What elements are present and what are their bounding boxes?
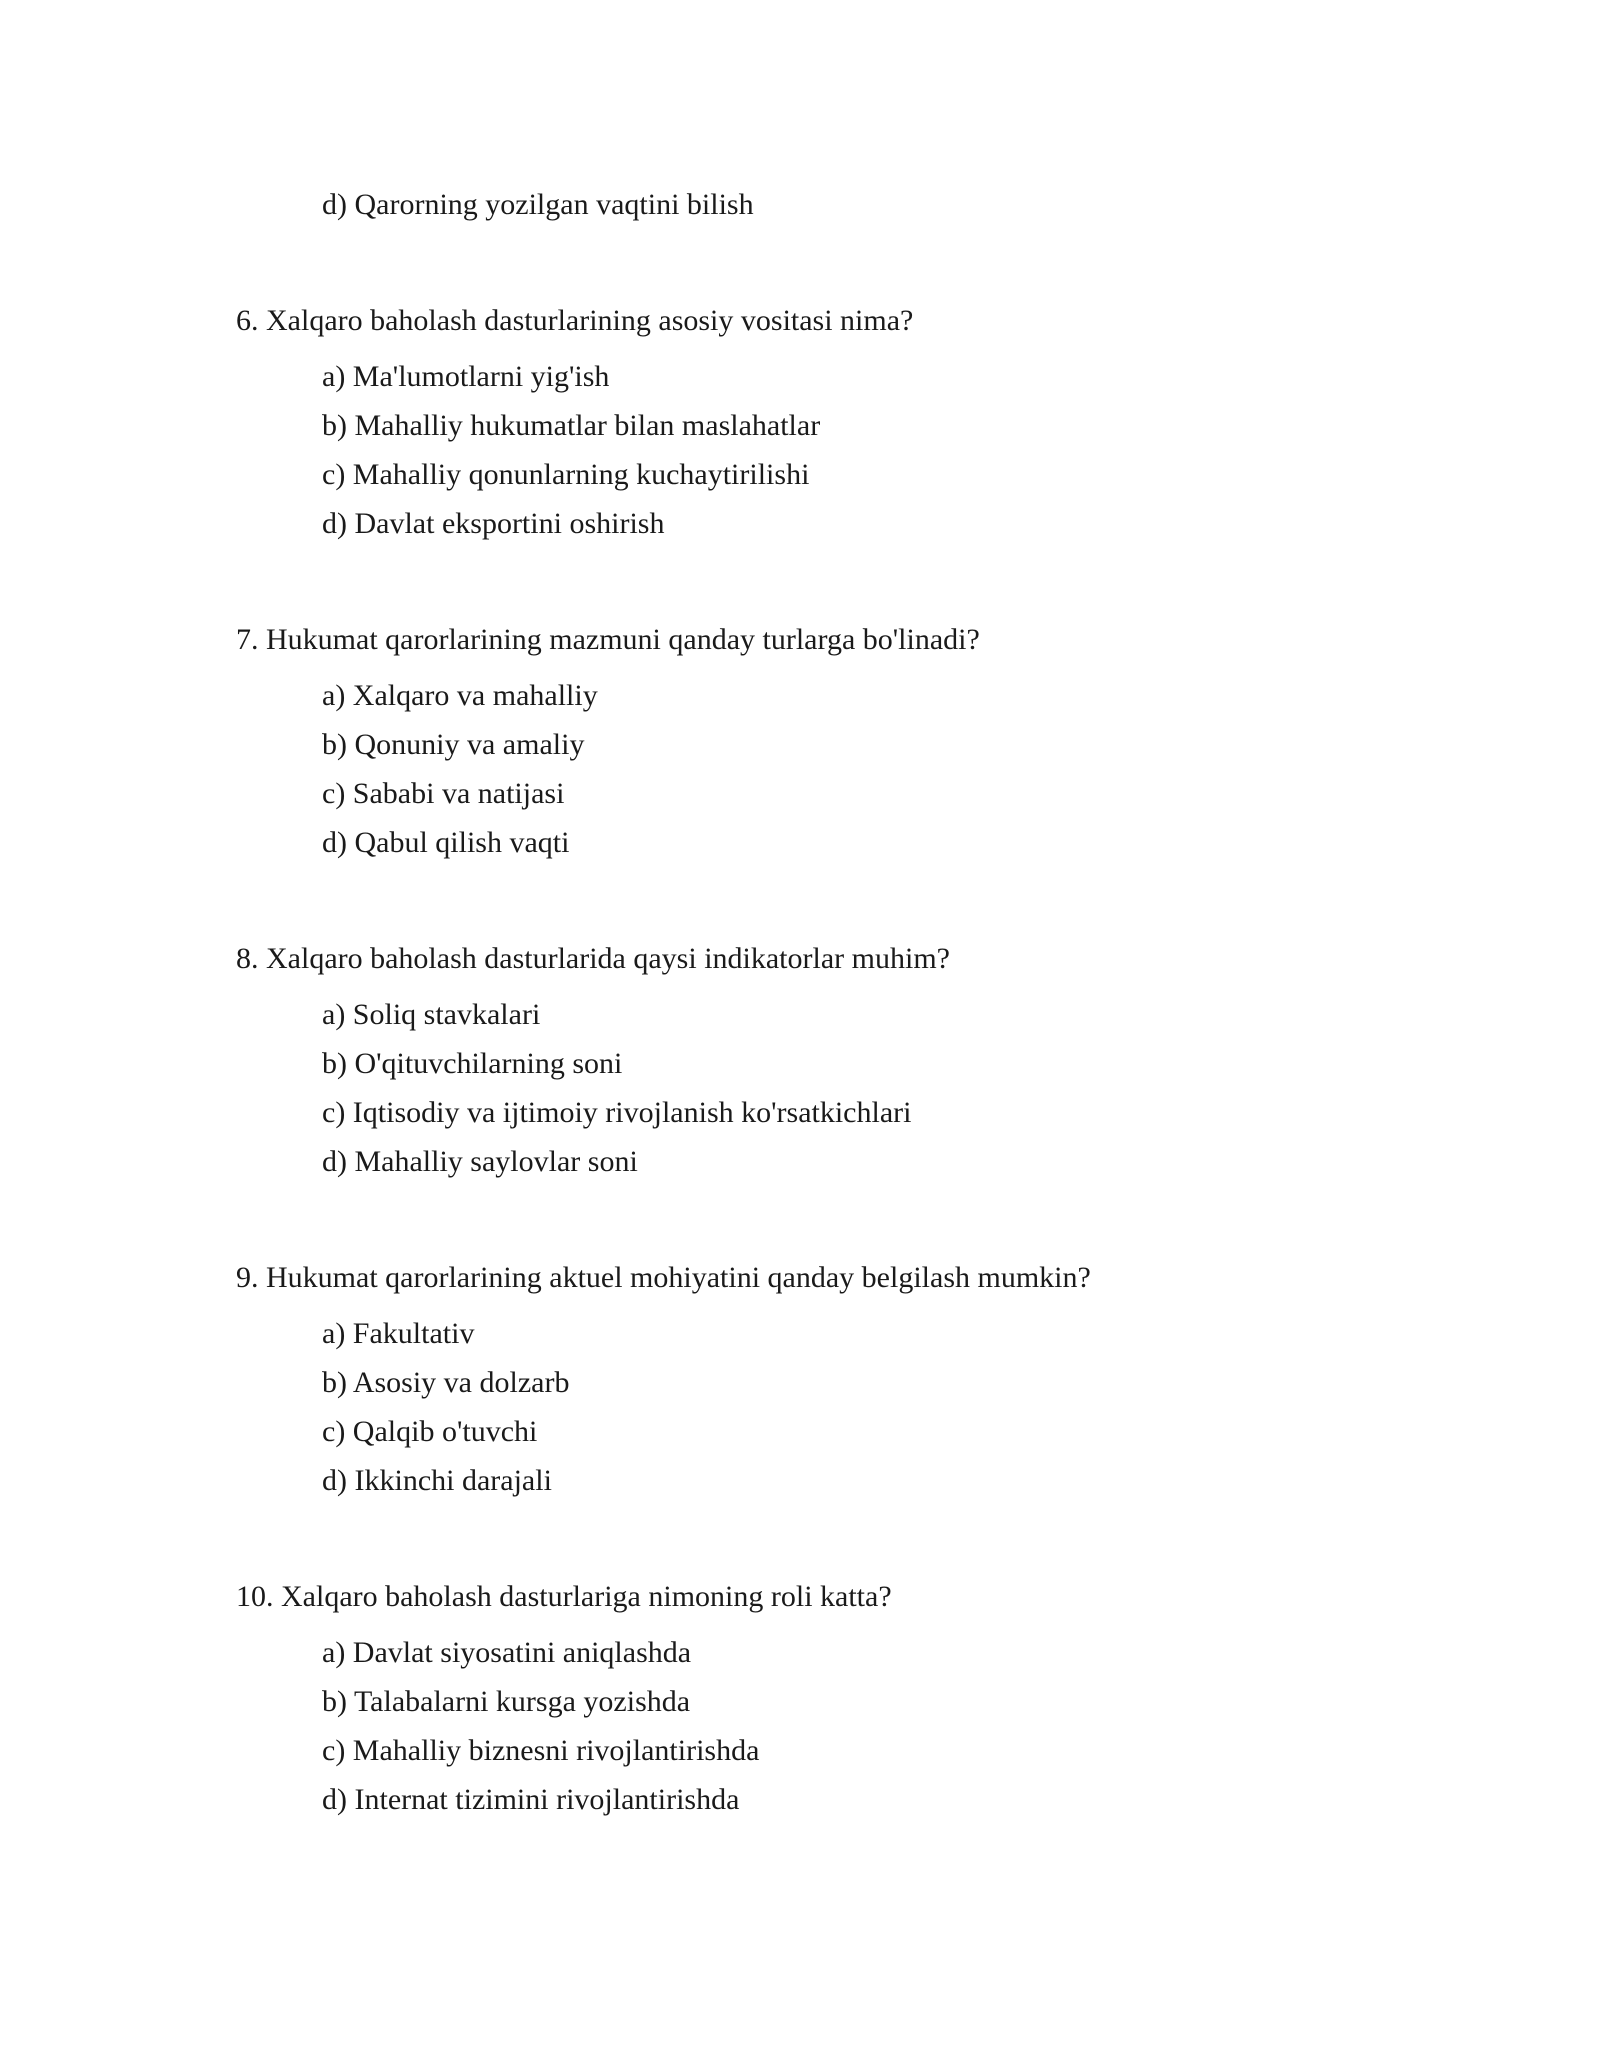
question-10-option-b: b) Talabalarni kursga yozishda: [322, 1685, 691, 1718]
question-9: 9. Hukumat qarorlarining aktuel mohiyatini qanday belgilash mumkin?: [236, 1261, 1091, 1294]
question-6-option-b: b) Mahalliy hukumatlar bilan maslahatlar: [322, 409, 821, 442]
question-7: 7. Hukumat qarorlarining mazmuni qanday turlarga bo'linadi?: [236, 623, 980, 656]
question-8-option-d: d) Mahalliy saylovlar soni: [322, 1145, 638, 1178]
question-8-option-b: b) O'qituvchilarning soni: [322, 1047, 623, 1080]
question-7-option-d: d) Qabul qilish vaqti: [322, 826, 570, 859]
question-10-option-a: a) Davlat siyosatini aniqlashda: [322, 1636, 692, 1669]
question-6-option-c: c) Mahalliy qonunlarning kuchaytirilishi: [322, 458, 810, 491]
question-10: 10. Xalqaro baholash dasturlariga nimoning roli katta?: [236, 1580, 892, 1613]
question-9-option-a: a) Fakultativ: [322, 1317, 475, 1350]
question-7-option-b: b) Qonuniy va amaliy: [322, 728, 585, 761]
question-6: 6. Xalqaro baholash dasturlarining asosiy vositasi nima?: [236, 304, 914, 337]
question-10-option-d: d) Internat tizimini rivojlantirishda: [322, 1783, 740, 1816]
question-9-option-c: c) Qalqib o'tuvchi: [322, 1415, 538, 1448]
question-8: 8. Xalqaro baholash dasturlarida qaysi indikatorlar muhim?: [236, 942, 950, 975]
question-7-option-c: c) Sababi va natijasi: [322, 777, 565, 810]
question-7-option-a: a) Xalqaro va mahalliy: [322, 679, 598, 712]
question-10-option-c: c) Mahalliy biznesni rivojlantirishda: [322, 1734, 760, 1767]
question-6-option-a: a) Ma'lumotlarni yig'ish: [322, 360, 610, 393]
question-9-option-d: d) Ikkinchi darajali: [322, 1464, 552, 1497]
question-9-option-b: b) Asosiy va dolzarb: [322, 1366, 570, 1399]
question-8-option-c: c) Iqtisodiy va ijtimoiy rivojlanish ko'rsatkichlari: [322, 1096, 912, 1129]
question-8-option-a: a) Soliq stavkalari: [322, 998, 541, 1031]
question-6-option-d: d) Davlat eksportini oshirish: [322, 507, 665, 540]
option-carry-over: d) Qarorning yozilgan vaqtini bilish: [322, 188, 754, 221]
